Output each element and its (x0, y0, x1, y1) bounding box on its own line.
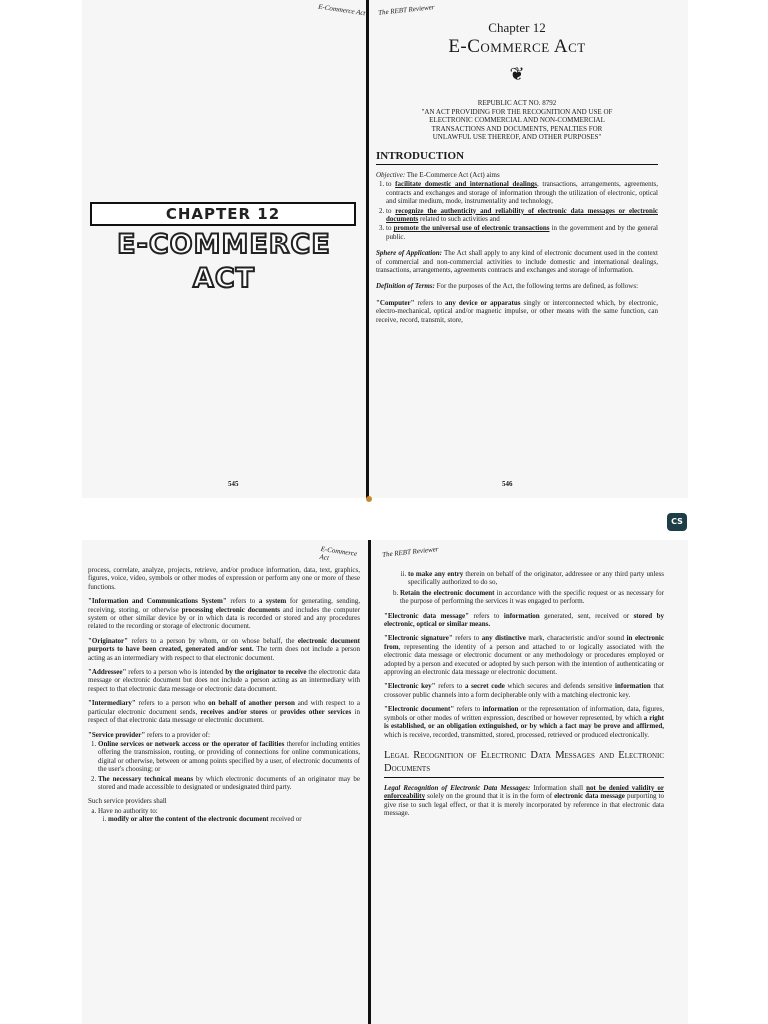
chapter-title-text: E-Commerce Act (448, 36, 586, 57)
term-bold: information (482, 705, 519, 714)
term-electronic-data-message: "Electronic data message" (384, 611, 470, 620)
term-text: refers to (452, 634, 482, 643)
term-service-provider: "Service provider" (88, 730, 146, 739)
objective-post: related to such activities and (418, 215, 500, 223)
legal-text: solely on the ground that it is in the form of (425, 792, 555, 801)
term-text: and includes the computer system or other similar device by or in which data is recorded or stored and any procedures related to the recording or storage of electronic document. (88, 605, 360, 631)
list-item (98, 807, 360, 824)
service-provider-list (88, 740, 360, 791)
term-electronic-signature: "Electronic signature" (384, 634, 453, 643)
list-item (108, 815, 360, 823)
term-bold: a secret code (464, 682, 505, 691)
duties-list (384, 589, 664, 606)
term-text: refers to (454, 705, 483, 714)
term-text: or the representation of information, data, figures, symbols or other modes of written expression, described or however represented, by which (384, 705, 664, 722)
definition-text: For the purposes of the Act, the following terms are defined, as follows: (436, 282, 639, 291)
running-head: E-Commerce Act (317, 2, 366, 18)
section-heading-legal-recognition: Legal Recognition of Electronic Data Messages and Electronic Documents (384, 749, 664, 778)
term-bold: any distinctive (481, 634, 526, 643)
item-bold: Online services or network access or the operator of facilities (98, 739, 285, 748)
objective-post: , transactions, arrangements, agreements, contracts and exchanges and storage of information through the utilization of electronic, optical and similar medium, mode, instrumentality and technology, (386, 180, 658, 206)
continued-paragraph: process, correlate, analyze, projects, retrieve, and/or produce information, data, text, graphics, figures, voice, video, symbols or other modes of expression or perform any one or more of these functions. (88, 566, 360, 591)
term-text: for generating, sending, receiving, storing, or otherwise (88, 597, 360, 614)
chapter-label-text: CHAPTER 12 (165, 205, 281, 223)
item-text: therein on behalf of the originator, addressee or any third party unless specifically authorized to do so, (408, 570, 664, 587)
legal-text: purporting to give rise to such legal effect, or that it is merely incorporated by reference in that electronic data message. (384, 792, 664, 818)
objective-key: facilitate domestic and international dealings (395, 180, 537, 189)
term-text: the electronic data message or electronic document but does not include a person acting as an intermediary with respect to that electronic data message or electronic data document. (88, 668, 360, 693)
list-item (98, 740, 360, 774)
chapter-label: Chapter 12 (488, 20, 546, 35)
term-bold: provides other services (280, 707, 352, 716)
sphere-text: The Act shall apply to any kind of electronic document used in the context of commercial and non-commercial activities to include domestic and international dealings, transactions, arrangements, agreements contracts and exchanges and storage of information. (376, 249, 658, 275)
act-full-title: "AN ACT PROVIDING FOR THE RECOGNITION AND USE OF ELECTRONIC COMMERCIAL AND NON-COMMERCIAL TRANSACTIONS AND DOCUMENTS, PENALTIES FOR UNLAWFUL USE THEREOF, AND OTHER PURPOSES" (421, 107, 613, 142)
term-text: refers to a person who (135, 699, 209, 708)
term-bold: a right is established, or an obligation extinguished, or by which a fact may be prove and affirmed, (384, 713, 665, 731)
term-text: refers to (469, 611, 504, 620)
page-548 (380, 540, 670, 1024)
running-head: E-Commerce Act (319, 544, 358, 563)
list-item (408, 570, 664, 587)
page-545 (82, 0, 366, 498)
definitions-right (384, 570, 664, 824)
legal-text: Information shall (530, 783, 587, 792)
page-546 (376, 0, 658, 498)
sub-list (384, 570, 664, 587)
term-bold: any device or apparatus (444, 298, 521, 307)
term-text: singly or interconnected which, by electronic, electro-mechanical, optical and/or magnetic impulse, or other means with the same function, can receive, record, transmit, store, (376, 298, 658, 324)
objective-pre: to (386, 206, 396, 215)
list-item (386, 180, 658, 205)
item-text: by which electronic documents of an originator may be stored and made accessible to designated or undesignated third party. (98, 774, 360, 791)
running-head: The REBT Reviewer (381, 545, 439, 559)
term-text: generated, sent, received or (539, 611, 634, 620)
objective-pre: to (386, 224, 394, 233)
sub-list (98, 815, 360, 823)
term-text: refers to a person who is intended (126, 668, 226, 677)
gutter-line (368, 540, 371, 1024)
chapter-big-title (90, 228, 358, 296)
term-bold: information (615, 682, 651, 691)
objective-text: The E-Commerce Act (Act) aims (406, 170, 500, 179)
book-spread-bottom (82, 540, 688, 1024)
page-number: 545 (228, 480, 239, 488)
term-electronic-document: "Electronic document" (384, 705, 455, 714)
term-text: in respect of that electronic data message or electronic document. (88, 707, 360, 725)
item-text: received or (268, 815, 302, 824)
term-text: that crossover public channels into a form decipherable only with a matching electronic key. (384, 682, 664, 699)
page-number: 546 (502, 480, 513, 488)
objectives-list (376, 180, 658, 241)
term-addressee: "Addressee" (88, 668, 127, 677)
list-item (98, 775, 360, 792)
term-ics: "Information and Communications System" (88, 597, 227, 606)
objective-label: Objective: (376, 170, 406, 179)
term-text: or (267, 707, 281, 716)
item-bold: modify or alter the content of the electronic document (108, 815, 269, 824)
objective-key: promote the universal use of electronic transactions (393, 224, 550, 233)
item-text: in accordance with the specific request or as necessary for the purpose of performing the services it was engaged to perform. (400, 588, 664, 606)
term-text: refers to a provider of: (145, 730, 210, 739)
introduction-body (376, 171, 658, 324)
list-item (386, 207, 658, 224)
term-text: , representing the identity of a person and attached to or logically associated with the electronic data message or electronic document or any methodology or procedures employed or adopted by a person and executed or adopted by such person with the intention of authenticating or approving an electronic data message or electronic document. (384, 642, 664, 677)
term-text: refers to (226, 597, 259, 606)
term-bold: electronic document purports to have been created, generated and/or sent. (88, 636, 360, 654)
item-text: therefor including entities offering the transmission, routing, or providing of connections for online communications, digital or otherwise, between or among points specified by a user, of electronic documents of the user's choosing; or (98, 739, 360, 774)
term-intermediary: "Intermediary" (88, 699, 136, 708)
sphere-label: Sphere of Application: (376, 249, 442, 258)
objective-pre: to (386, 180, 396, 189)
book-spread-top (82, 0, 688, 498)
term-bold: in electronic from (384, 634, 664, 651)
page-547 (84, 540, 366, 1024)
section-heading-introduction: INTRODUCTION (376, 150, 658, 165)
item-text: Have no authority to: (98, 806, 158, 815)
term-text: which secures and defends sensitive (504, 682, 616, 691)
item-bold: The necessary technical means (98, 774, 194, 783)
ornament-icon: ❦ (509, 64, 525, 84)
term-bold: stored by electronic, optical or similar means. (384, 611, 664, 629)
shall-text: Such service providers shall (88, 797, 167, 806)
item-bold: to make any entry (408, 570, 464, 578)
objective-post: in the government and by the general public. (386, 224, 658, 241)
legal-bold: electronic data message (554, 792, 625, 801)
big-title-line1: E-COMMERCE (117, 229, 331, 260)
camscanner-badge: CS (667, 513, 687, 531)
running-head: The REBT Reviewer (377, 3, 435, 17)
term-text: refers to (435, 682, 465, 691)
legal-underlined: not be denied validity or enforceability (384, 783, 664, 801)
term-bold: processing electronic documents (181, 605, 281, 614)
term-originator: "Originator" (88, 636, 129, 645)
term-text: and with respect to a particular electronic document sends, (88, 699, 361, 716)
legal-label: Legal Recognition of Electronic Data Messages: (384, 783, 531, 792)
term-bold: a system (258, 597, 287, 606)
gutter-line (366, 0, 369, 498)
term-bold: information (503, 611, 540, 620)
list-item (400, 589, 664, 606)
big-title-line2: ACT (192, 263, 256, 294)
item-bold: Retain the electronic document (400, 588, 495, 597)
objective-key: recognize the authenticity and reliability of electronic data messages or electronic documents (386, 206, 658, 223)
definition-label: Definition of Terms: (376, 282, 435, 291)
chapter-label-box (90, 202, 356, 226)
chapter-title (376, 36, 658, 58)
term-bold: by the originator to receive (225, 668, 307, 677)
list-item (386, 224, 658, 241)
term-text: which is receive, recorded, transmitted, stored, processed, retrieved or produced electronically. (384, 730, 650, 739)
term-computer: "Computer" (376, 298, 415, 307)
term-bold: receives and/or stores (200, 707, 268, 716)
term-text: The term does not include a person acting as an intermediary with respect to that electronic document. (88, 645, 360, 662)
definitions-continued (88, 566, 360, 825)
duties-list (88, 807, 360, 824)
term-electronic-key: "Electronic key" (384, 682, 436, 691)
term-text: refers to a person by whom, or on whose behalf, the (128, 636, 298, 645)
republic-act-number: REPUBLIC ACT NO. 8792 (477, 99, 557, 107)
bookmark-dot (366, 496, 372, 502)
term-text: refers to (414, 298, 445, 307)
term-text: mark, characteristic and/or sound (525, 634, 627, 643)
term-bold: on behalf of another person (208, 699, 295, 708)
